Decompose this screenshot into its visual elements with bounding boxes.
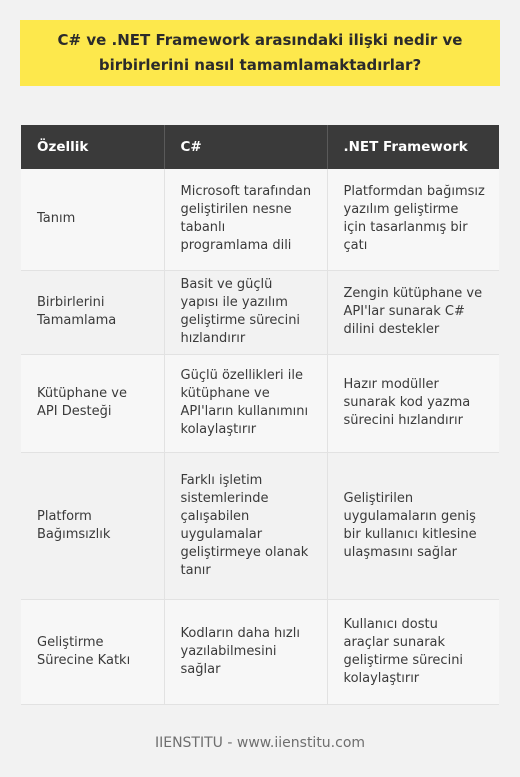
table-cell: Hazır modüller sunarak kod yazma sürecini hızlandırır: [327, 354, 499, 452]
table-cell: Kütüphane ve API Desteği: [21, 354, 164, 452]
header-csharp: C#: [164, 125, 327, 169]
table-row: [21, 169, 499, 270]
table-cell: Tanım: [21, 169, 164, 270]
table-cell: Platformdan bağımsız yazılım geliştirme için tasarlanmış bir çatı: [327, 169, 499, 270]
table-cell: Microsoft tarafından geliştirilen nesne tabanlı programlama dili: [164, 169, 327, 270]
table-cell: Farklı işletim sistemlerinde çalışabilen uygulamalar geliştirmeye olanak tanır: [164, 452, 327, 599]
table-cell: Kodların daha hızlı yazılabilmesini sağlar: [164, 599, 327, 704]
table-cell: Güçlü özellikleri ile kütüphane ve API'ların kullanımını kolaylaştırır: [164, 354, 327, 452]
table-cell: Geliştirilen uygulamaların geniş bir kullanıcı kitlesine ulaşmasını sağlar: [327, 452, 499, 599]
table-row: [21, 452, 499, 599]
table-cell: Kullanıcı dostu araçlar sunarak geliştirme sürecini kolaylaştırır: [327, 599, 499, 704]
table-cell: Basit ve güçlü yapısı ile yazılım geliştirme sürecini hızlandırır: [164, 270, 327, 354]
page-title: C# ve .NET Framework arasındaki ilişki nedir ve birbirlerini nasıl tamamlamaktadırlar?: [57, 31, 463, 74]
title-banner: [20, 20, 500, 86]
table-row: [21, 354, 499, 452]
header-ozellik: Özellik: [21, 125, 164, 169]
table-cell: Geliştirme Sürecine Katkı: [21, 599, 164, 704]
table-row: [21, 599, 499, 704]
table-cell: Platform Bağımsızlık: [21, 452, 164, 599]
table-cell: Zengin kütüphane ve API'lar sunarak C# dilini destekler: [327, 270, 499, 354]
footer-credit: IIENSTITU - www.iienstitu.com: [154, 735, 366, 751]
table-row: [21, 270, 499, 354]
header-net-framework: .NET Framework: [327, 125, 499, 169]
comparison-table: [21, 125, 499, 705]
table-cell: Birbirlerini Tamamlama: [21, 270, 164, 354]
table-header-row: [21, 125, 499, 169]
